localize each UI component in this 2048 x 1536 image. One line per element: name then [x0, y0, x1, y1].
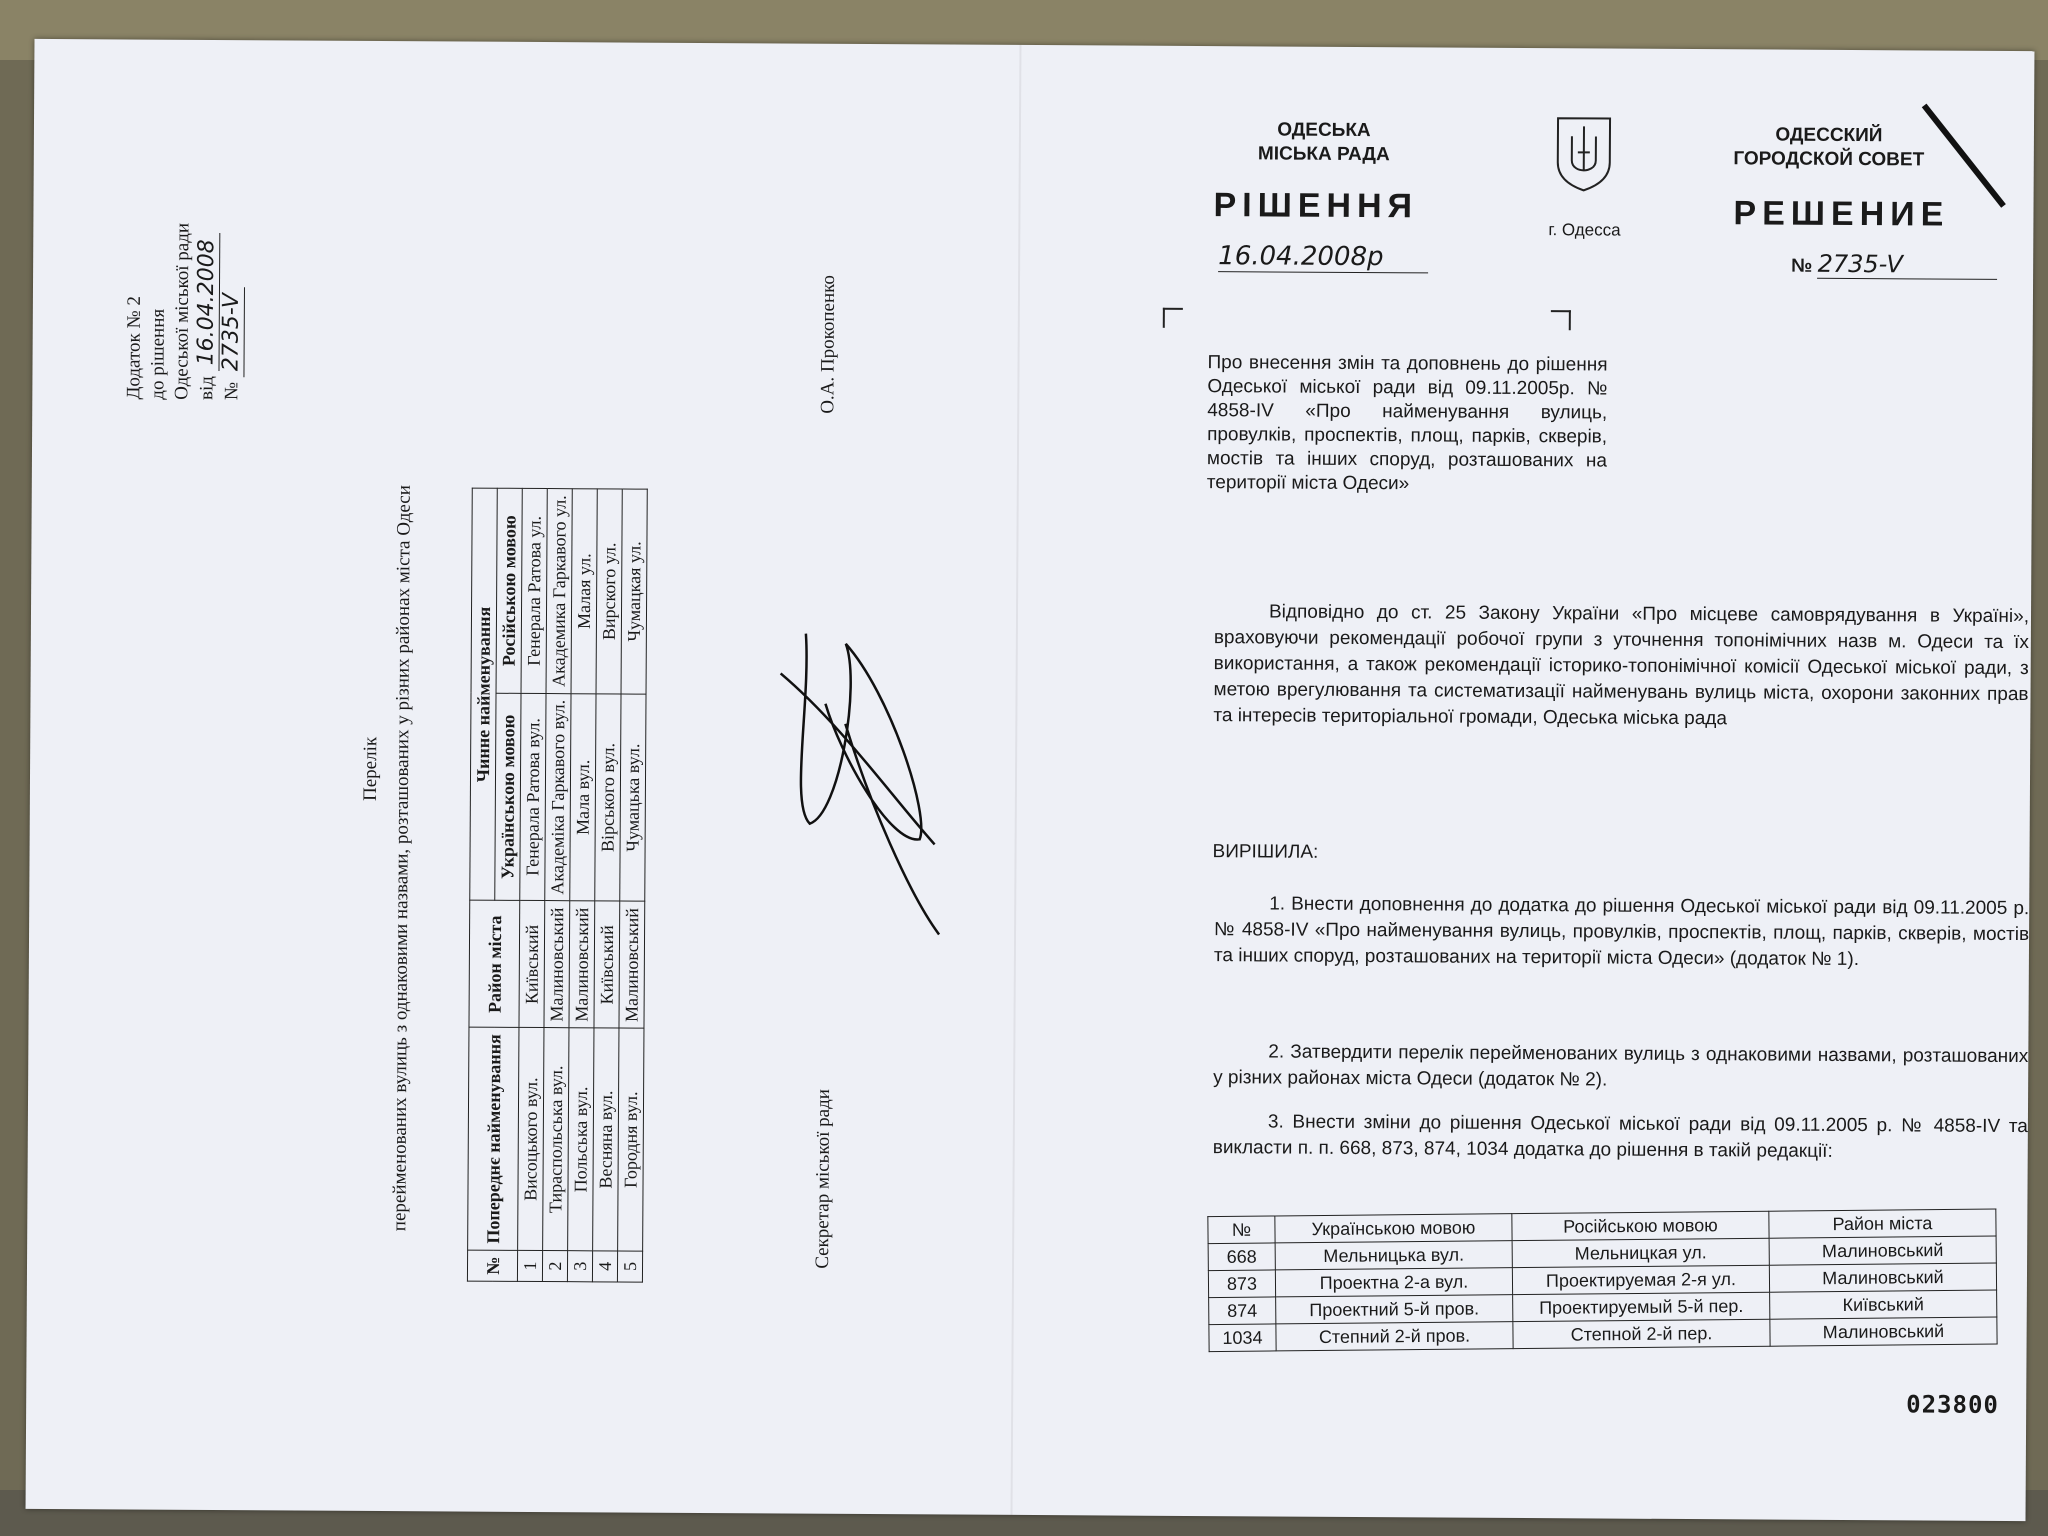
- decision-number: [1791, 250, 1998, 280]
- table3-header-district: Район міста: [1769, 1209, 1996, 1238]
- cell-ru: Проектируемая 2-я ул.: [1512, 1265, 1769, 1294]
- decision-preamble: Відповідно до ст. 25 Закону України «Про місцеве самоврядування в Україні», враховуючи рекомендації робочої групи з уточнення топонімічних назв м. Одеси та їх використання, а також рекомендації історико-топонімічної комісії Одеської міської ради, з метою врегулювання та систематизації найменувань вулиць міста, охорони законних прав та інтересів територіальної громади, Одеська міська рада: [1213, 601, 2030, 730]
- cell-no: 2: [542, 1250, 567, 1281]
- cell-ru: Степной 2-й пер.: [1513, 1319, 1770, 1348]
- decision-subject: Про внесення змін та доповнень до рішення Одеської міської ради від 09.11.2005р. № 4858-IV «Про найменування вулиць, провулків, проспектів, площ, парків, скверів, мостів та інших споруд, розташованих на території міста Одеси»: [1206, 352, 1608, 495]
- decision-date-handwritten: 16.04.2008р: [1218, 241, 1428, 273]
- cell-no: 874: [1209, 1297, 1276, 1325]
- cell-ua: Академіка Гаркавого вул.: [545, 693, 571, 901]
- table2-header-prev: Попереднє найменування: [468, 1028, 519, 1251]
- council-name-ua: [1229, 118, 1419, 167]
- cell-district: Малиновський: [1769, 1263, 1996, 1292]
- cell-no: 1034: [1209, 1324, 1276, 1352]
- cell-prev: Городня вул.: [618, 1028, 644, 1251]
- cell-ru: Вирского ул.: [596, 489, 622, 694]
- document-title-ua: РІШЕННЯ: [1213, 186, 1419, 226]
- appendix-date-handwritten: 16.04.2008: [193, 233, 220, 371]
- cell-district: Малиновський: [1769, 1236, 1996, 1265]
- cell-district: Малиновський: [619, 901, 645, 1028]
- cell-prev: Польська вул.: [568, 1028, 594, 1251]
- cell-ua: Чумацька вул.: [620, 694, 646, 902]
- cell-no: 1: [517, 1250, 542, 1281]
- cell-no: 5: [617, 1251, 642, 1282]
- cell-no: 3: [567, 1251, 592, 1282]
- cell-prev: Весняна вул.: [593, 1028, 619, 1251]
- cell-ru: Академика Гаркавого ул.: [546, 489, 572, 694]
- table3-header-ru: Російською мовою: [1512, 1211, 1769, 1240]
- appendix-line3: Одеської міської ради: [171, 222, 194, 400]
- cell-ru: Чумацкая ул.: [621, 489, 647, 694]
- appendix-number-label: №: [221, 381, 243, 401]
- coat-of-arms-icon: [1552, 112, 1616, 192]
- council-ru-line1: ОДЕССКИЙ: [1775, 124, 1883, 147]
- point-3: 3. Внести зміни до рішення Одеської міської ради від 09.11.2005 р. № 4858-IV та викласти п. п. 668, 873, 874, 1034 додатка до рішення в такій редакції:: [1212, 1111, 2028, 1162]
- cell-district: Малиновський: [544, 901, 570, 1028]
- document-sheet: [26, 39, 2035, 1521]
- appendix-line2: до рішення: [147, 308, 169, 400]
- cell-prev: Висоцького вул.: [518, 1028, 544, 1251]
- subject-corner-right: [1551, 310, 1571, 330]
- table3-header-ua: Українською мовою: [1275, 1214, 1512, 1243]
- cell-ua: Проектний 5-й пров.: [1276, 1295, 1513, 1324]
- cell-district: Київський: [519, 901, 545, 1028]
- appendix-number-handwritten: 2735-V: [218, 287, 245, 377]
- cell-ua: Вірського вул.: [595, 694, 621, 902]
- table-row: [617, 489, 647, 1282]
- page-fold: [1011, 45, 1022, 1515]
- signer-name: О.А. Прокопенко: [817, 274, 840, 414]
- secretary-label: Секретар міської ради: [812, 1088, 835, 1269]
- cell-ua: Мала вул.: [570, 693, 596, 901]
- table2-header-no: №: [467, 1250, 517, 1281]
- cell-prev: Тираспольська вул.: [543, 1028, 569, 1251]
- cell-ru: Малая ул.: [571, 489, 597, 694]
- cell-ua: Степний 2-й пров.: [1276, 1322, 1513, 1351]
- table2-header-district: Район міста: [469, 901, 520, 1028]
- city-label: г. Одесса: [1548, 220, 1621, 240]
- point-1: 1. Внести доповнення до додатка до рішення Одеської міської ради від 09.11.2005 р. № 4858-IV «Про найменування вулиць, провулків, проспектів, площ, парків, скверів, мостів та інших споруд, розташованих на території міста Одеси» (додаток № 1).: [1213, 893, 2030, 971]
- council-ua-line2: МІСЬКА РАДА: [1257, 143, 1390, 166]
- council-ru-line2: ГОРОДСКОЙ СОВЕТ: [1733, 148, 1925, 171]
- cell-ru: Мельницкая ул.: [1512, 1238, 1769, 1267]
- cell-district: Малиновський: [569, 901, 595, 1028]
- cell-ru: Проектируемый 5-й пер.: [1513, 1292, 1770, 1321]
- cell-ua: Мельницька вул.: [1275, 1241, 1512, 1270]
- renamed-streets-table: [467, 488, 648, 1283]
- table2-header-current: Чинне найменування: [470, 488, 498, 900]
- cell-ua: Генерала Ратова вул.: [520, 693, 546, 901]
- cell-district: Київський: [594, 901, 620, 1028]
- perelik-subtitle: перейменованих вулиць з однаковими назвами, розташованих у різних районах міста Одеси: [389, 485, 415, 1232]
- cell-no: 668: [1208, 1243, 1275, 1271]
- perelik-title: Перелік: [359, 736, 382, 802]
- cell-ru: Генерала Ратова ул.: [521, 489, 547, 694]
- appendix-line1: Додаток № 2: [123, 296, 145, 400]
- cell-no: 4: [592, 1251, 617, 1282]
- serial-number: 023800: [1906, 1390, 1999, 1419]
- table2-header-ua: Українською мовою: [495, 693, 521, 901]
- document-title-ru: РЕШЕНИЕ: [1733, 194, 1950, 234]
- subject-corner-left: [1163, 308, 1183, 328]
- table3-header-no: №: [1208, 1216, 1275, 1244]
- cell-ua: Проектна 2-а вул.: [1275, 1268, 1512, 1297]
- signature-icon: [749, 613, 961, 944]
- table2-header-ru: Російською мовою: [496, 488, 522, 693]
- decision-number-handwritten: 2735-V: [1818, 250, 1998, 280]
- amended-items-table: [1207, 1209, 1997, 1353]
- appendix-date-label: від: [196, 375, 218, 401]
- pen-mark-icon: [1913, 95, 2014, 216]
- appendix-header: [122, 223, 245, 401]
- council-ua-line1: ОДЕСЬКА: [1277, 119, 1371, 142]
- cell-district: Малиновський: [1770, 1317, 1997, 1346]
- decided-heading: ВИРІШИЛА:: [1212, 841, 1319, 863]
- decision-number-label: №: [1791, 255, 1813, 277]
- cell-no: 873: [1208, 1270, 1275, 1298]
- cell-district: Київський: [1770, 1290, 1997, 1319]
- point-2: 2. Затвердити перелік перейменованих вулиць з однаковими назвами, розташованих у різних районах міста Одеси (додаток № 2).: [1213, 1041, 2029, 1091]
